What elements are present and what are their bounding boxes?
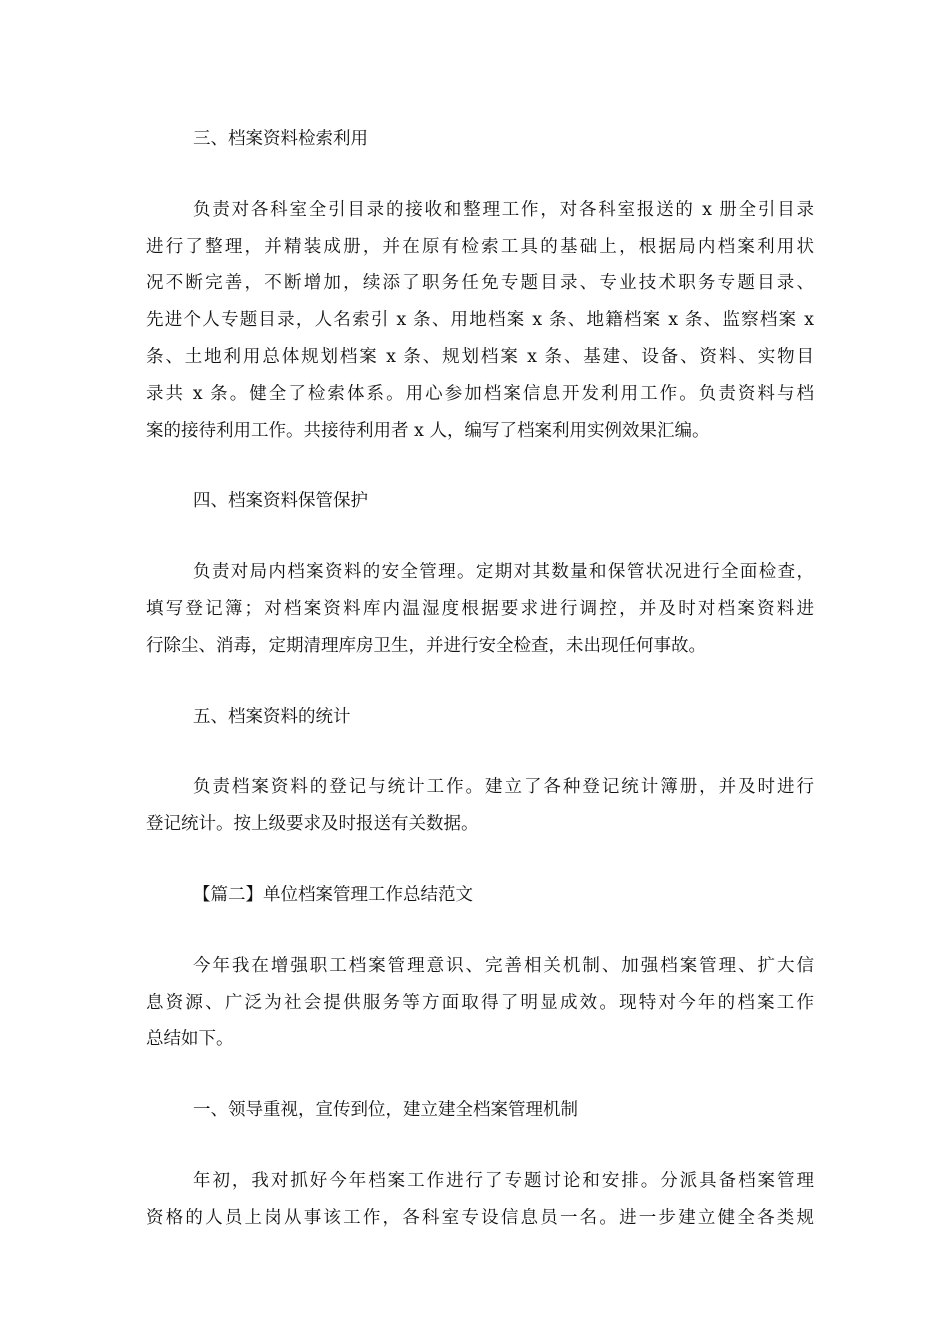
text-line: 负责档案资料的登记与统计工作。建立了各种登记统计簿册，并及时进行 xyxy=(193,777,814,798)
section-heading-storage: 四、档案资料保管保护 xyxy=(193,491,368,512)
text-line: 登记统计。按上级要求及时报送有关数据。 xyxy=(146,814,479,835)
text-line: 息资源、广泛为社会提供服务等方面取得了明显成效。现特对今年的档案工作 xyxy=(146,992,814,1013)
text-line: 总结如下。 xyxy=(146,1029,234,1050)
text-line: 进行了整理，并精装成册，并在原有检索工具的基础上，根据局内档案利用状 xyxy=(146,236,814,257)
text-line: 负责对各科室全引目录的接收和整理工作，对各科室报送的 x 册全引目录 xyxy=(193,199,814,220)
text-line: 案的接待利用工作。共接待利用者 x 人，编写了档案利用实例效果汇编。 xyxy=(146,420,710,441)
text-line: 填写登记簿；对档案资料库内温湿度根据要求进行调控，并及时对档案资料进 xyxy=(146,598,814,619)
text-line: 负责对局内档案资料的安全管理。定期对其数量和保管状况进行全面检查， xyxy=(193,562,814,583)
section-heading-retrieval: 三、档案资料检索利用 xyxy=(193,129,368,149)
article-heading-part-two: 【篇二】单位档案管理工作总结范文 xyxy=(193,884,473,905)
text-line: 况不断完善，不断增加，续添了职务任免专题目录、专业技术职务专题目录、 xyxy=(146,273,814,294)
paragraph-storage xyxy=(146,554,814,664)
paragraph-intro xyxy=(146,948,814,1058)
text-line: 今年我在增强职工档案管理意识、完善相关机制、加强档案管理、扩大信 xyxy=(193,955,814,976)
paragraph-retrieval xyxy=(146,192,814,450)
text-line: 行除尘、消毒，定期清理库房卫生，并进行安全检查，未出现任何事故。 xyxy=(146,635,706,656)
document-body xyxy=(146,121,814,1271)
text-line: 年初，我对抓好今年档案工作进行了专题讨论和安排。分派具备档案管理 xyxy=(193,1170,814,1191)
paragraph-leadership xyxy=(146,1163,814,1237)
text-line: 先进个人专题目录，人名索引 x 条、用地档案 x 条、地籍档案 x 条、监察档案 x xyxy=(146,310,814,331)
section-heading-leadership: 一、领导重视，宣传到位，建立建全档案管理机制 xyxy=(193,1100,578,1121)
text-line: 录共 x 条。健全了检索体系。用心参加档案信息开发利用工作。负责资料与档 xyxy=(146,383,814,404)
text-line: 资格的人员上岗从事该工作，各科室专设信息员一名。进一步建立健全各类规 xyxy=(146,1207,814,1228)
paragraph-statistics xyxy=(146,769,814,843)
section-heading-statistics: 五、档案资料的统计 xyxy=(193,706,351,727)
text-line: 条、土地利用总体规划档案 x 条、规划档案 x 条、基建、设备、资料、实物目 xyxy=(146,346,814,367)
